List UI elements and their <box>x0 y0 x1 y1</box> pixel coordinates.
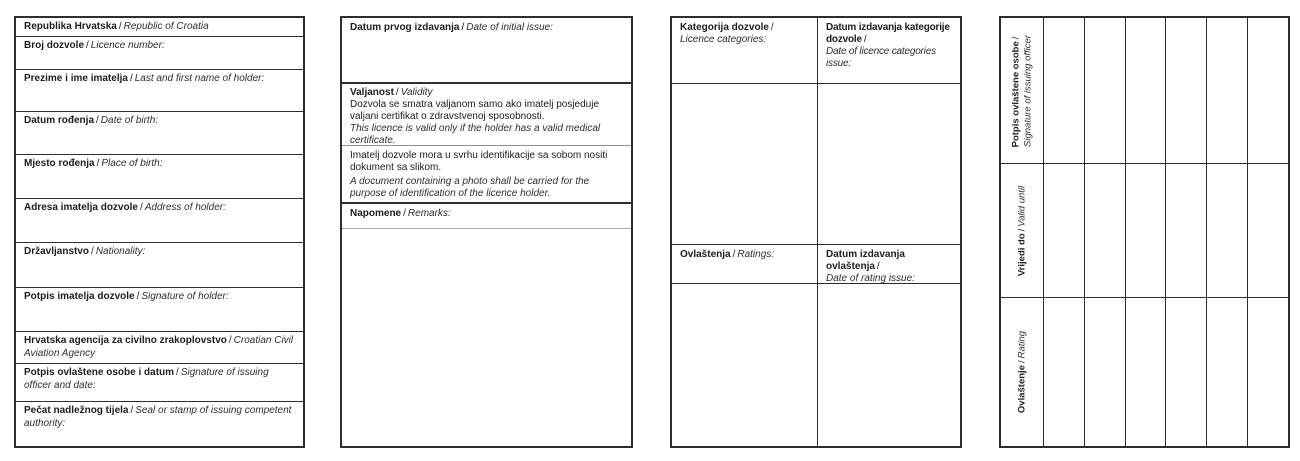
separator: / <box>176 367 179 378</box>
grid-cell <box>1084 163 1125 297</box>
separator: / <box>403 208 406 219</box>
separator: / <box>732 249 736 260</box>
label-hr: Kategorija dozvole <box>680 22 769 33</box>
row-place-of-birth <box>16 155 303 199</box>
label-en: Signature of holder: <box>141 291 229 302</box>
label-en: Licence number: <box>90 40 165 51</box>
label-en: Last and first name of holder: <box>134 73 265 84</box>
label-en: Licence categories: <box>680 34 767 45</box>
validity-text-en: This licence is valid only if the holder has a valid medical certificate. <box>350 123 601 146</box>
label-en: Date of birth: <box>100 115 159 126</box>
label-en: Address of holder: <box>144 202 226 213</box>
label-en: Date of rating issue: <box>826 273 915 284</box>
label-hr: Adresa imatelja dozvole <box>24 202 138 213</box>
header-licence-categories <box>672 18 817 84</box>
separator: / <box>1016 360 1028 364</box>
separator: / <box>228 335 232 346</box>
ratings-entry-area <box>672 284 817 446</box>
grid-row-label-officer-signature <box>1001 18 1043 163</box>
label-hr: Državljanstvo <box>24 246 90 257</box>
separator: / <box>130 405 134 416</box>
label-hr: Potpis ovlaštene osobe i datum <box>24 367 175 378</box>
label-hr: Potpis ovlaštene osobe <box>1010 40 1022 147</box>
grid-cell <box>1084 297 1125 446</box>
label-en: Valid until <box>1016 185 1028 227</box>
label-hr: Republika Hrvatska <box>24 21 117 32</box>
identification-text-hr: Imatelj dozvole mora u svrhu identifikacije sa sobom nositi dokument sa slikom. <box>350 150 608 173</box>
separator: / <box>96 158 100 169</box>
label-hr: Vrijedi do <box>1016 232 1028 276</box>
grid-cell <box>1247 18 1288 163</box>
row-date-of-birth <box>16 112 303 155</box>
label-en: Nationality: <box>95 246 146 257</box>
section-validity <box>342 84 631 146</box>
section-identification-note <box>342 146 631 204</box>
grid-cell <box>1247 297 1288 446</box>
label-hr: Napomene <box>350 208 402 219</box>
label-en: Date of licence categories issue: <box>826 46 936 69</box>
grid-cell <box>1247 163 1288 297</box>
grid-cell <box>1206 297 1247 446</box>
row-holder-signature <box>16 288 303 332</box>
identification-text-en: A document containing a photo shall be carried for the purpose of identification of the licence holder. <box>350 176 590 199</box>
header-categories-issue-date <box>817 18 960 84</box>
label-hr: Mjesto rođenja <box>24 158 95 169</box>
separator: / <box>96 115 99 126</box>
grid-cell <box>1125 297 1166 446</box>
section-remarks <box>342 204 631 229</box>
label-hr: Hrvatska agencija za civilno zrakoplovstvo <box>24 335 227 346</box>
separator: / <box>136 291 140 302</box>
label-en: Republic of Croatia <box>123 21 209 32</box>
label-en: Date of initial issue: <box>466 22 553 33</box>
label-en: Place of birth: <box>101 158 163 169</box>
separator: / <box>129 73 133 84</box>
label-hr: Ovlaštenja <box>680 249 731 260</box>
row-address <box>16 199 303 243</box>
panel-holder-details <box>14 16 305 448</box>
row-seal <box>16 402 303 446</box>
row-agency <box>16 332 303 364</box>
categories-date-entry-area <box>817 84 960 245</box>
categories-entry-area <box>672 84 817 245</box>
remarks-entry-area <box>342 229 631 446</box>
grid-cell <box>1043 297 1084 446</box>
label-en: Signature of issuing officer and date: <box>24 367 269 391</box>
separator: / <box>139 202 143 213</box>
label-en: Seal or stamp of issuing competent authority: <box>24 405 292 429</box>
separator: / <box>876 261 880 272</box>
panel-issue-validity <box>340 16 633 448</box>
grid-cell <box>1165 18 1206 163</box>
label-en: Ratings: <box>737 249 775 260</box>
separator: / <box>1016 228 1028 231</box>
separator: / <box>395 87 399 98</box>
label-hr: Valjanost <box>350 87 394 98</box>
row-holder-name <box>16 70 303 112</box>
grid-cell <box>1206 163 1247 297</box>
vertical-label <box>1016 185 1028 275</box>
grid-cell <box>1125 18 1166 163</box>
row-officer-signature-date <box>16 364 303 402</box>
grid-row-label-valid-until <box>1001 163 1043 297</box>
separator: / <box>86 40 89 51</box>
separator: / <box>863 34 867 45</box>
ratings-date-entry-area <box>817 284 960 446</box>
separator: / <box>770 22 774 33</box>
grid-cell <box>1043 163 1084 297</box>
validity-text-hr: Dozvola se smatra valjanom samo ako imatelj posjeduje valjani certifikat o zdravstvenoj sposobnosti. <box>350 99 600 122</box>
row-republic <box>16 18 303 37</box>
validity-title <box>350 87 623 99</box>
label-hr: Datum prvog izdavanja <box>350 22 460 33</box>
row-licence-number <box>16 37 303 70</box>
vertical-label <box>1016 331 1028 413</box>
label-hr: Datum izdavanja ovlaštenja <box>826 249 905 272</box>
panel-categories-ratings <box>670 16 962 448</box>
grid-cell <box>1165 297 1206 446</box>
grid-cell <box>1206 18 1247 163</box>
separator: / <box>91 246 94 257</box>
panel-signature-grid <box>999 16 1290 448</box>
label-hr: Datum izdavanja kategorije dozvole <box>826 22 950 45</box>
separator: / <box>461 22 465 33</box>
row-nationality <box>16 243 303 288</box>
grid-row-label-rating <box>1001 297 1043 446</box>
label-en: Validity <box>400 87 433 98</box>
label-hr: Prezime i ime imatelja <box>24 73 128 84</box>
vertical-label <box>1011 34 1034 147</box>
label-en: Remarks: <box>407 208 451 219</box>
label-en: Rating <box>1016 330 1028 359</box>
separator: / <box>118 21 122 32</box>
grid-cell <box>1165 163 1206 297</box>
section-initial-issue <box>342 18 631 84</box>
label-en: Croatian Civil Aviation Agency <box>24 335 294 359</box>
label-hr: Ovlaštenje <box>1016 365 1028 414</box>
label-en: Signature of issuing officer <box>1022 34 1033 147</box>
grid-cell <box>1125 163 1166 297</box>
grid-cell <box>1084 18 1125 163</box>
separator: / <box>1010 36 1022 39</box>
label-hr: Datum rođenja <box>24 115 95 126</box>
header-ratings <box>672 245 817 284</box>
label-hr: Broj dozvole <box>24 40 85 51</box>
grid-cell <box>1043 18 1084 163</box>
label-hr: Pečat nadležnog tijela <box>24 405 129 416</box>
label-hr: Potpis imatelja dozvole <box>24 291 135 302</box>
header-rating-issue-date <box>817 245 960 284</box>
